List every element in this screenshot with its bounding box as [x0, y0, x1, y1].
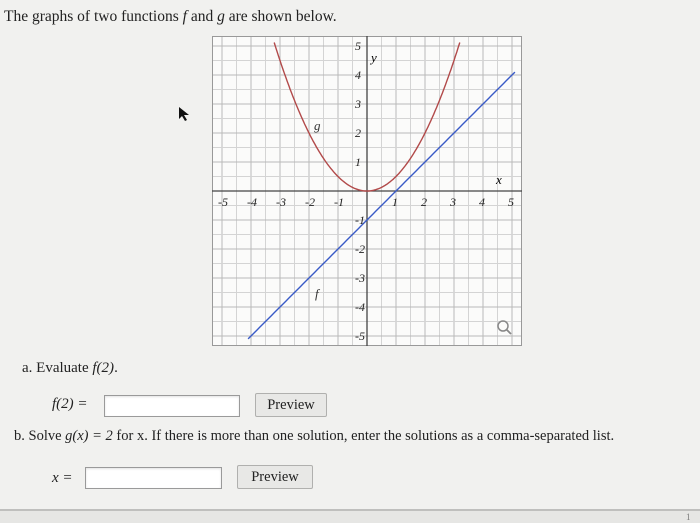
y-axis-label: y — [371, 50, 377, 65]
intro-text-part: and — [186, 8, 218, 25]
function-graph[interactable] — [212, 36, 522, 346]
y-tick-label: -5 — [355, 329, 365, 343]
y-tick-label: -1 — [355, 213, 365, 227]
answer-b-input[interactable] — [85, 467, 222, 489]
x-tick-label: 1 — [392, 195, 398, 209]
y-tick-label: 5 — [355, 39, 361, 53]
question-a-expr: f(2) — [92, 360, 115, 376]
x-tick-label: 2 — [421, 195, 427, 209]
x-tick-label: -3 — [276, 195, 286, 209]
question-a-suffix: . — [114, 360, 118, 376]
intro-f: f — [182, 8, 187, 25]
answer-a-input[interactable] — [104, 395, 240, 417]
y-tick-label: 1 — [355, 155, 361, 169]
y-tick-label: 3 — [355, 97, 361, 111]
intro-text-part: The graphs of two functions — [4, 8, 183, 25]
intro-text — [4, 8, 337, 26]
x-tick-label: -2 — [305, 195, 315, 209]
y-tick-label: 2 — [355, 126, 361, 140]
g-curve-label: g — [314, 118, 321, 133]
y-tick-label: 4 — [355, 68, 361, 82]
f-line-label: f — [315, 286, 319, 301]
question-b-expr: g(x) = 2 — [65, 428, 113, 444]
preview-b-button[interactable]: Preview — [237, 465, 313, 489]
y-tick-label: -4 — [355, 300, 365, 314]
intro-text-part: are shown below. — [224, 8, 337, 25]
intro-g: g — [217, 8, 225, 25]
x-tick-label: -4 — [247, 195, 257, 209]
bottom-bar — [0, 511, 700, 523]
question-b — [14, 428, 614, 445]
answer-b-label: x = — [52, 470, 73, 486]
x-tick-label: 3 — [450, 195, 456, 209]
corner-text: 1 — [686, 512, 691, 522]
y-tick-label: -2 — [355, 242, 365, 256]
x-axis-label: x — [496, 172, 502, 187]
x-tick-label: 5 — [508, 195, 514, 209]
question-a-prefix: a. Evaluate — [22, 360, 93, 376]
preview-a-button[interactable]: Preview — [255, 393, 327, 417]
question-b-suffix: for x. If there is more than one solution, enter the solutions as a comma-separated list. — [112, 428, 615, 444]
x-tick-label: 4 — [479, 195, 485, 209]
y-tick-label: -3 — [355, 271, 365, 285]
question-a — [22, 360, 118, 377]
x-tick-label: -1 — [334, 195, 344, 209]
mouse-cursor-icon — [178, 106, 192, 122]
question-b-prefix: b. Solve — [14, 428, 66, 444]
answer-a-label: f(2) = — [52, 396, 88, 412]
x-tick-label: -5 — [218, 195, 228, 209]
